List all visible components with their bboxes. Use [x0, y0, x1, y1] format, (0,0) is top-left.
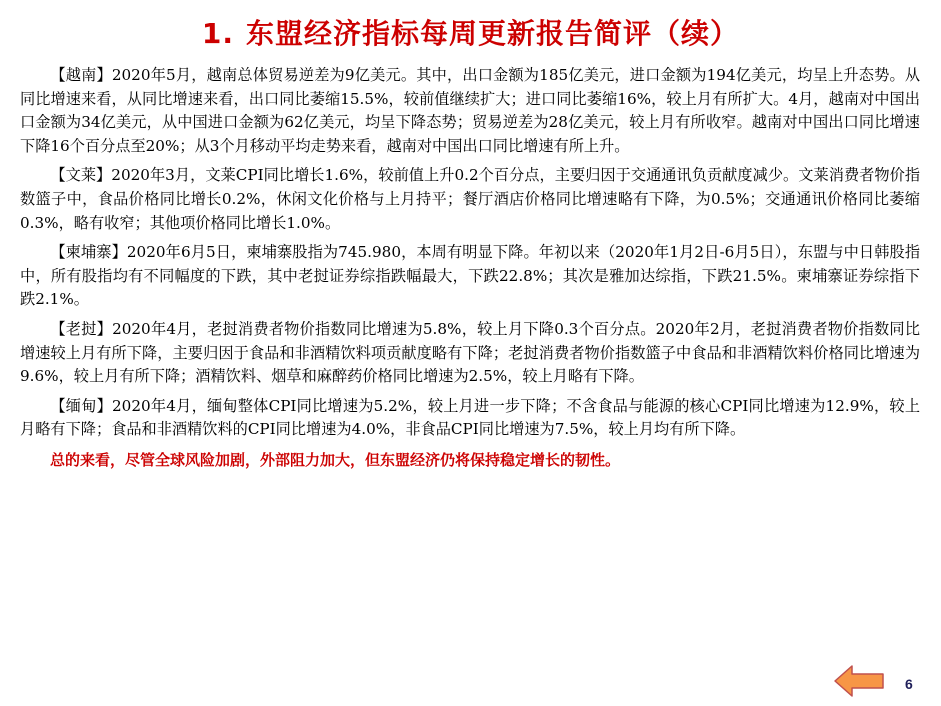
title-text: 东盟经济指标每周更新报告简评（续）: [246, 17, 740, 50]
paragraph-vietnam: [20, 64, 920, 158]
paragraph-brunei: [20, 164, 920, 235]
page-number: 6: [905, 676, 913, 692]
title-number: 1.: [201, 17, 235, 50]
paragraph-lead: 【文莱】: [50, 166, 112, 185]
paragraph-myanmar: [20, 395, 920, 442]
paragraph-text: 2020年6月5日，柬埔寨股指为745.980，本周有明显下降。年初以来（2020年1月2日-6月5日），东盟与中日韩股指中，所有股指均有不同幅度的下跌，其中老挝证券综指跌幅最大，下跌22.8%；其次是雅加达综指，下跌21.5%。柬埔寨证券综指下跌2.1%。: [20, 243, 921, 309]
page-title: [0, 14, 941, 54]
paragraph-lead: 【柬埔寨】: [50, 243, 127, 262]
paragraph-text: 2020年3月，文莱CPI同比增长1.6%，较前值上升0.2个百分点，主要归因于交通通讯负贡献度减少。文莱消费者物价指数篮子中，食品价格同比增长0.2%，休闲文化价格与上月持平；餐厅酒店价格同比增速略有下降，为0.5%；交通通讯价格同比萎缩0.3%，略有收窄；其他项价格同比增长1.0%。: [20, 166, 921, 232]
left-arrow-icon: [833, 664, 885, 698]
paragraph-lead: 【缅甸】: [50, 396, 113, 415]
paragraph-text: 2020年4月，缅甸整体CPI同比增速为5.2%，较上月进一步下降；不含食品与能源的核心CPI同比增速为12.9%，较上月略有下降；食品和非酒精饮料的CPI同比增速为4.0%，非食品CPI同比增速为7.5%，较上月均有所下降。: [20, 396, 921, 439]
paragraph-laos: [20, 318, 920, 389]
report-body: [20, 64, 920, 472]
paragraph-lead: 【老挝】: [50, 319, 113, 338]
paragraph-cambodia: [20, 241, 920, 312]
paragraph-text: 2020年4月，老挝消费者物价指数同比增速为5.8%，较上月下降0.3个百分点。2020年2月，老挝消费者物价指数同比增速较上月有所下降，主要归因于食品和非酒精饮料项贡献度略有下降；老挝消费者物价指数篮子中食品和非酒精饮料价格同比增速为9.6%，较上月有所下降；酒精饮料、烟草和麻醉药价格同比增速为2.5%，较上月略有下降。: [20, 319, 921, 386]
summary-text: 总的来看，尽管全球风险加剧，外部阻力加大，但东盟经济仍将保持稳定增长的韧性。: [50, 450, 621, 469]
previous-page-button[interactable]: [833, 664, 885, 698]
paragraph-lead: 【越南】: [50, 66, 112, 84]
paragraph-text: 2020年5月，越南总体贸易逆差为9亿美元。其中，出口金额为185亿美元，进口金额为194亿美元，均呈上升态势。从同比增速来看，从同比增速来看，出口同比萎缩15.5%，较前值继续扩大；进口同比萎缩16%，较上月有所扩大。4月，越南对中国出口金额为34亿美元，从中国进口金额为62亿美元，均呈下降态势；贸易逆差为28亿美元，较上月有所收窄。越南对中国出口同比增速下降16个百分点至20%；从3个月移动平均走势来看，越南对中国出口同比增速有所上升。: [20, 66, 921, 155]
